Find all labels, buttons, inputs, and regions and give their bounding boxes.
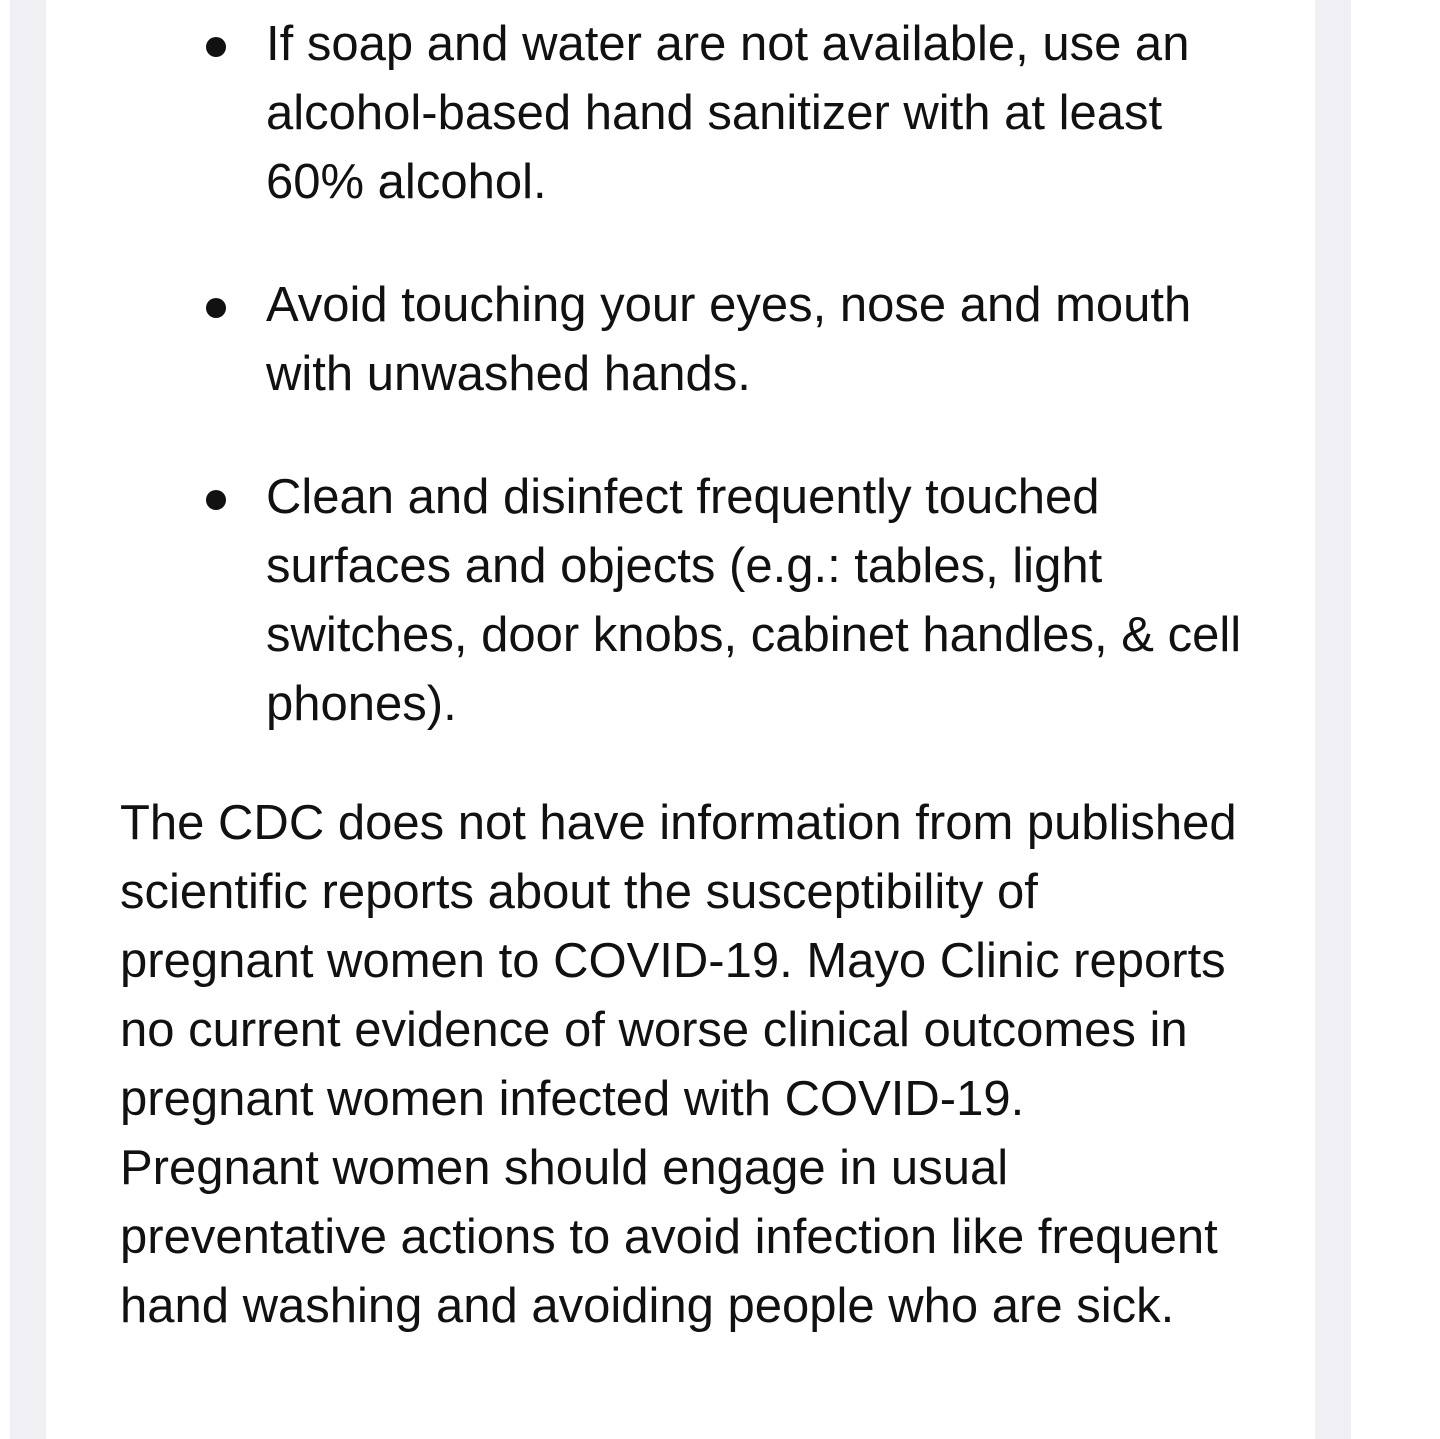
body-paragraph: The CDC does not have information from published scientific reports about the susceptibility of pregnant women to COVID-19. Mayo Clinic reports no current evidence of worse clinical outcomes in pregnant women infected with COVID-19. Pregnant women should engage in usual preventative actions to avoid infection like frequent hand washing and avoiding people who are sick. <box>120 796 1251 1333</box>
list-item <box>46 463 1266 739</box>
list-item <box>46 271 1266 409</box>
list-item-text: Avoid touching your eyes, nose and mouth with unwashed hands. <box>266 278 1192 401</box>
article-content <box>46 0 1315 1439</box>
right-margin <box>1315 0 1351 1439</box>
list-item <box>46 10 1266 217</box>
bullet-dot-icon <box>206 298 226 318</box>
prevention-list <box>46 10 1315 793</box>
bullet-dot-icon <box>206 490 226 510</box>
left-margin <box>10 0 46 1439</box>
list-item-text: If soap and water are not available, use an alcohol-based hand sanitizer with at least 60% alcohol. <box>266 17 1190 209</box>
list-item-text: Clean and disinfect frequently touched surfaces and objects (e.g.: tables, light switches, door knobs, cabinet handles, & cell phones). <box>266 470 1242 731</box>
bullet-dot-icon <box>206 37 226 57</box>
